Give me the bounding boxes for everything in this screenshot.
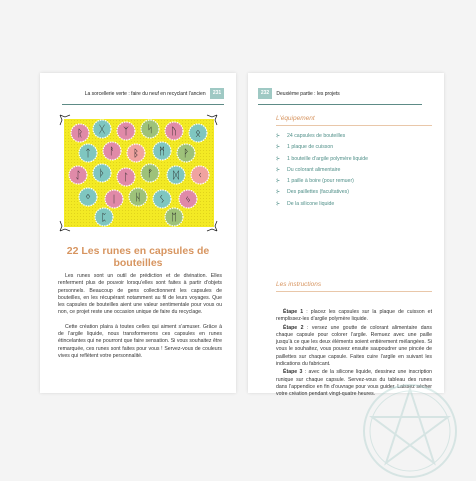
header-text: Deuxième partie : les projets — [276, 91, 340, 97]
svg-text:ᛁ: ᛁ — [111, 194, 117, 206]
svg-text:ᛚ: ᛚ — [123, 172, 129, 184]
svg-text:ᚷ: ᚷ — [99, 124, 105, 136]
pentacle-watermark-icon — [360, 381, 460, 481]
bottle-cap-rune — [189, 124, 207, 142]
section-rule — [276, 125, 432, 126]
bullet-icon: ⊱ — [276, 166, 281, 173]
paragraph: Cette création plaira à toutes celles qui aiment s’amuser. Grâce à de l’argile liquide, nous transformerons ces capsules en runes étincelantes qui ne pourront que faire sensation. Si vous souhaitez être remarquée, ces runes sont faites pour vous ! Servez-vous de couleurs vives qui reflètent votre personnalité. — [58, 323, 222, 359]
page-number: 231 — [210, 88, 224, 99]
bottle-cap-rune — [165, 122, 183, 140]
svg-text:ᚲ: ᚲ — [197, 170, 203, 182]
bottle-cap-rune — [105, 190, 123, 208]
svg-text:ᛏ: ᛏ — [85, 148, 91, 160]
equipment-list — [276, 131, 368, 210]
bullet-icon: ⊱ — [276, 189, 281, 196]
bottle-cap-rune — [117, 122, 135, 140]
bullet-icon: ⊱ — [276, 178, 281, 185]
bottle-cap-rune — [93, 120, 111, 138]
svg-text:ᚢ: ᚢ — [171, 126, 177, 138]
svg-text:ᛖ: ᛖ — [171, 212, 177, 224]
section-rule — [276, 291, 432, 292]
running-header — [62, 88, 224, 100]
bottle-cap-rune — [117, 168, 135, 186]
list-item: ⊱ 24 capsules de bouteilles — [276, 131, 368, 142]
svg-text:ᚹ: ᚹ — [183, 148, 189, 160]
bullet-icon: ⊱ — [276, 200, 281, 207]
ornament-icon — [59, 114, 71, 126]
bottle-cap-rune — [79, 144, 97, 162]
bottle-cap-rune — [177, 144, 195, 162]
svg-text:ᛒ: ᛒ — [133, 148, 139, 160]
bottle-cap-rune — [153, 142, 171, 160]
bottle-cap-rune — [95, 208, 113, 226]
list-item: ⊱ Des paillettes (facultatives) — [276, 187, 368, 198]
step — [276, 309, 432, 324]
svg-text:ᚦ: ᚦ — [99, 168, 105, 180]
svg-text:ᛟ: ᛟ — [195, 128, 201, 140]
ornament-icon — [206, 220, 218, 232]
bottle-cap-rune — [129, 188, 147, 206]
bottle-cap-rune — [127, 144, 145, 162]
step-label: Étape 2 — [283, 324, 304, 331]
ornament-icon — [59, 220, 71, 232]
paragraph: Les runes sont un outil de prédiction et de divination. Elles renferment plus de pouvoir lorsqu’elles sont faites à partir d’objets personnels. Beaucoup de gens collectionnent les capsules de bouteilles, en les récupérant notamment au fil de leurs voyages. Que les capsules de bouteilles aient une valeur sentimentale pour vous ou non, ce projet reste une occasion unique de faire du recyclage. — [58, 273, 222, 316]
project-title: 22 Les runes en capsules de bouteilles — [66, 245, 210, 269]
svg-text:ᚠ: ᚠ — [147, 168, 153, 180]
svg-text:ᚺ: ᚺ — [135, 192, 141, 204]
instructions-heading: Les instructions — [276, 281, 322, 288]
svg-text:ᛃ: ᛃ — [185, 194, 191, 206]
svg-text:ᛇ: ᛇ — [75, 170, 81, 182]
step — [276, 325, 432, 369]
bullet-icon: ⊱ — [276, 133, 281, 139]
svg-text:ᛈ: ᛈ — [101, 212, 107, 224]
step-text: : avec de la silicone liquide, dessinez une inscription runique sur chaque capsule. Servez-vous du tableau des runes dans l’appendice en fin d’ouvrage pour vous guider. Laissez sécher votre création pendant vingt-quatre heures. — [276, 369, 433, 398]
step-label: Étape 3 — [283, 369, 303, 376]
step-text: : placez les capsules sur la plaque de cuisson et remplissez-les d’argile polymère liquide. — [276, 309, 433, 323]
right-page — [248, 73, 444, 398]
svg-text:ᛜ: ᛜ — [85, 192, 91, 204]
bullet-icon: ⊱ — [276, 155, 281, 162]
svg-text:ᛊ: ᛊ — [159, 194, 165, 206]
svg-text:ᚱ: ᚱ — [77, 128, 83, 140]
bottle-cap-rune — [71, 124, 89, 142]
bottle-caps-graphic — [64, 119, 214, 227]
header-rule — [62, 104, 224, 105]
left-page — [40, 73, 236, 393]
page-number: 232 — [258, 88, 272, 99]
bottle-cap-rune — [79, 188, 97, 206]
bottle-cap-rune — [167, 166, 185, 184]
bottle-cap-rune — [141, 164, 159, 182]
list-item: ⊱ 1 paille à boire (pour remuer) — [276, 176, 368, 187]
bottle-cap-rune — [153, 190, 171, 208]
equipment-heading: L’équipement — [276, 115, 315, 122]
svg-text:ᛗ: ᛗ — [159, 146, 165, 158]
list-item: ⊱ 1 plaque de cuisson — [276, 142, 368, 153]
bottle-cap-runes-illustration — [64, 119, 214, 227]
svg-text:ᚨ: ᚨ — [109, 146, 115, 158]
step-label: Étape 1 — [283, 309, 304, 315]
svg-text:ᛞ: ᛞ — [173, 170, 179, 182]
bullet-icon: ⊱ — [276, 144, 281, 151]
list-item: ⊱ 1 bouteille d’argile polymère liquide — [276, 154, 368, 165]
bottle-cap-rune — [93, 164, 111, 182]
bottle-cap-rune — [165, 208, 183, 226]
list-item: ⊱ De la silicone liquide — [276, 199, 368, 210]
running-header — [258, 88, 422, 100]
bottle-cap-rune — [141, 120, 159, 138]
bottle-cap-rune — [69, 166, 87, 184]
bottle-cap-rune — [191, 166, 209, 184]
bottle-cap-rune — [103, 142, 121, 160]
bottle-cap-rune — [179, 190, 197, 208]
ornament-icon — [206, 114, 218, 126]
header-text: La sorcellerie verte : faire du neuf en recyclant l’ancien — [84, 91, 206, 97]
svg-text:ᛉ: ᛉ — [123, 126, 129, 138]
intro-text — [58, 273, 222, 360]
step-text: : versez une goutte de colorant alimentaire dans chaque capsule pour colorer l’argile. Remuez avec une paille jusqu’à ce que les deux éléments soient entièrement mélangées. Si vous le souhaitez, vous pouvez ensuite saupoudrer une pincée de paillettes sur chaque capsule. Faites cuire l’argile en suivant les indications du fabricant. — [276, 324, 432, 368]
header-rule — [258, 104, 422, 105]
list-item: ⊱ Du colorant alimentaire — [276, 165, 368, 176]
svg-text:ᛋ: ᛋ — [147, 124, 153, 136]
